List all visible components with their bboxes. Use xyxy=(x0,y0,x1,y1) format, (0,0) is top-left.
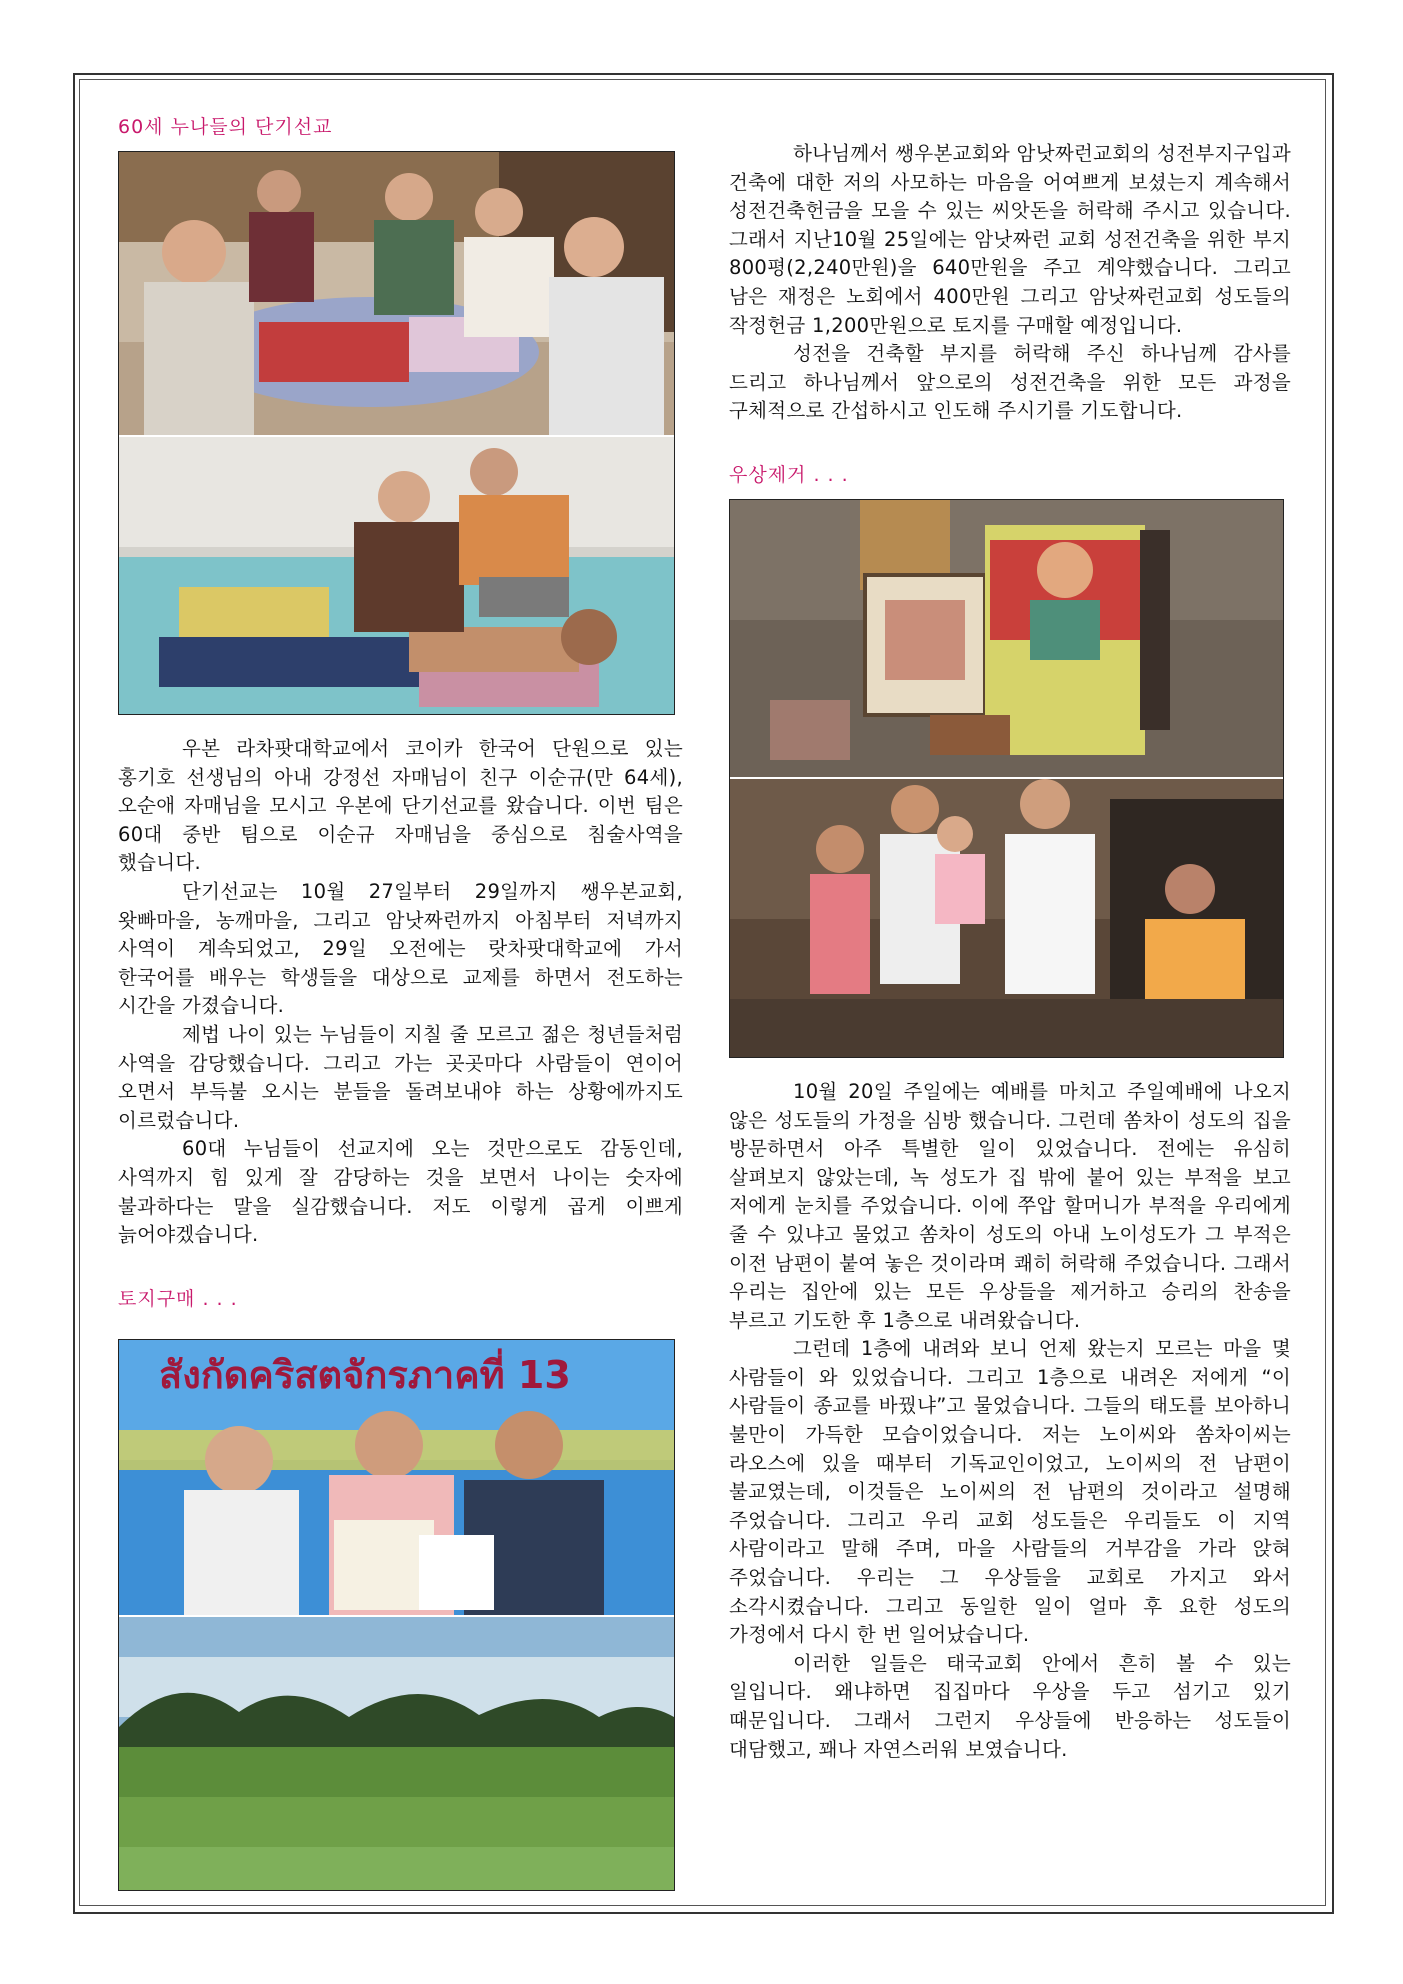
paragraph: 제법 나이 있는 누님들이 지칠 줄 모르고 젊은 청년들처럼 사역을 감당했습니다. 그리고 가는 곳곳마다 사람들이 연이어 오면서 부득불 오시는 분들을 돌려보내야 하는 상황에까지도 이르렀습니다. xyxy=(118,1022,683,1132)
photo-land-purchase xyxy=(118,1339,675,1891)
photo-removed-idols xyxy=(730,500,1283,777)
photo-mission-team xyxy=(118,151,675,715)
section-heading-short-term-mission: 60세 누나들의 단기선교 xyxy=(118,116,333,138)
photo-idol-removal xyxy=(729,499,1284,1058)
section-heading-idol-removal: 우상제거 . . . xyxy=(729,463,849,486)
paragraph: 우본 라차팟대학교에서 코이카 한국어 단원으로 있는 홍기호 선생님의 아내 강정선 자매님이 친구 이순규(만 64세), 오순애 자매님을 모시고 우본에 단기선교를 왔습니다. 이번 팀은 60대 중반 팀으로 이순규 자매님을 중심으로 침술사역을 했습니다. xyxy=(118,737,683,875)
paragraph: 그런데 1층에 내려와 보니 언제 왔는지 모르는 마을 몇 사람들이 와 있었습니다. 그리고 1층으로 내려온 저에게 “이 사람들이 종교를 바꿨냐”고 물었습니다. 그들의 태도를 보아하니 불만이 가득한 모습이었습니다. 저는 노이씨와 쏨차이씨는 라오스에 있을 때부터 기독교인이었고, 노이씨의 전 남편이 불교였는데, 이것들은 노이씨의 전 남편의 것이라고 설명해 주었습니다. 그리고 우리 교회 성도들은 우리들도 이 지역 사람이라고 말해 주며, 마을 사람들의 거부감을 가라 앉혀 주었습니다. 우리는 그 우상들을 교회로 가지고 와서 소각시켰습니다. 그리고 동일한 일이 얼마 후 요한 성도의 가정에서 다시 한 번 일어났습니다. xyxy=(729,1337,1291,1647)
photo-land-field xyxy=(119,1615,674,1890)
paragraph: 10월 20일 주일에는 예배를 마치고 주일예배에 나오지 않은 성도들의 가정을 심방 했습니다. 그런데 쏨차이 성도의 집을 방문하면서 아주 특별한 일이 있었습니다. 전에는 유심히 살펴보지 않았는데, 녹 성도가 집 밖에 붙어 있는 부적을 보고 저에게 눈치를 주었습니다. 이에 쭈압 할머니가 부적을 우리에게 줄 수 있냐고 물었고 쏨차이 성도의 아내 노이성도가 그 부적은 이전 남편이 붙여 놓은 것이라며 쾌히 허락해 주었습니다. 그래서 우리는 집안에 있는 모든 우상들을 제거하고 승리의 찬송을 부르고 기도한 후 1층으로 내려왔습니다. xyxy=(729,1079,1291,1332)
photo-contract-signing xyxy=(119,1340,674,1615)
right-column xyxy=(729,140,1291,1764)
paragraph: 60대 누님들이 선교지에 오는 것만으로도 감동인데, 사역까지 힘 있게 잘 감당하는 것을 보면서 나이는 숫자에 불과하다는 말을 실감했습니다. 저도 이렇게 곱게 이쁘게 늙어야겠습니다. xyxy=(118,1137,683,1247)
photo-women-sorting-supplies xyxy=(119,152,674,435)
paragraph: 이러한 일들은 태국교회 안에서 흔히 볼 수 있는 일입니다. 왜냐하면 집집마다 우상을 두고 섬기고 있기 때문입니다. 그래서 그런지 우상들에 반응하는 성도들이 대담했고, 꽤나 자연스러워 보였습니다. xyxy=(729,1651,1291,1761)
banner-text: สังกัดคริสตจักรภาคที่ 13 xyxy=(159,1352,571,1397)
photo-family-visit xyxy=(730,777,1283,1057)
left-column xyxy=(118,112,683,1891)
paragraph: 단기선교는 10월 27일부터 29일까지 쌩우본교회, 왓빠마을, 농깨마을, 그리고 암낫짜런까지 아침부터 저녁까지 사역이 계속되었고, 29일 오전에는 랏차팟대학교에 가서 한국어를 배우는 학생들을 대상으로 교제를 하면서 전도하는 시간을 가졌습니다. xyxy=(118,879,683,1018)
paragraph: 성전을 건축할 부지를 허락해 주신 하나님께 감사를 드리고 하나님께서 앞으로의 성전건축을 위한 모든 과정을 구체적으로 간섭하시고 인도해 주시기를 기도합니다. xyxy=(729,342,1291,423)
section-heading-land-purchase: 토지구매 . . . xyxy=(118,1287,238,1310)
photo-acupuncture-treatment xyxy=(119,435,674,714)
paragraph: 하나님께서 쌩우본교회와 암낫짜런교회의 성전부지구입과 건축에 대한 저의 사모하는 마음을 어여쁘게 보셨는지 계속해서 성전건축헌금을 모을 수 있는 씨앗돈을 허락해 주시고 있습니다. 그래서 지난10월 25일에는 암낫짜런 교회 성전건축을 위한 부지 800평(2,240만원)을 640만원을 주고 계약했습니다. 그리고 남은 재정은 노회에서 400만원 그리고 암낫짜런교회 성도들의 작정헌금 1,200만원으로 토지를 구매할 예정입니다. xyxy=(729,142,1291,337)
